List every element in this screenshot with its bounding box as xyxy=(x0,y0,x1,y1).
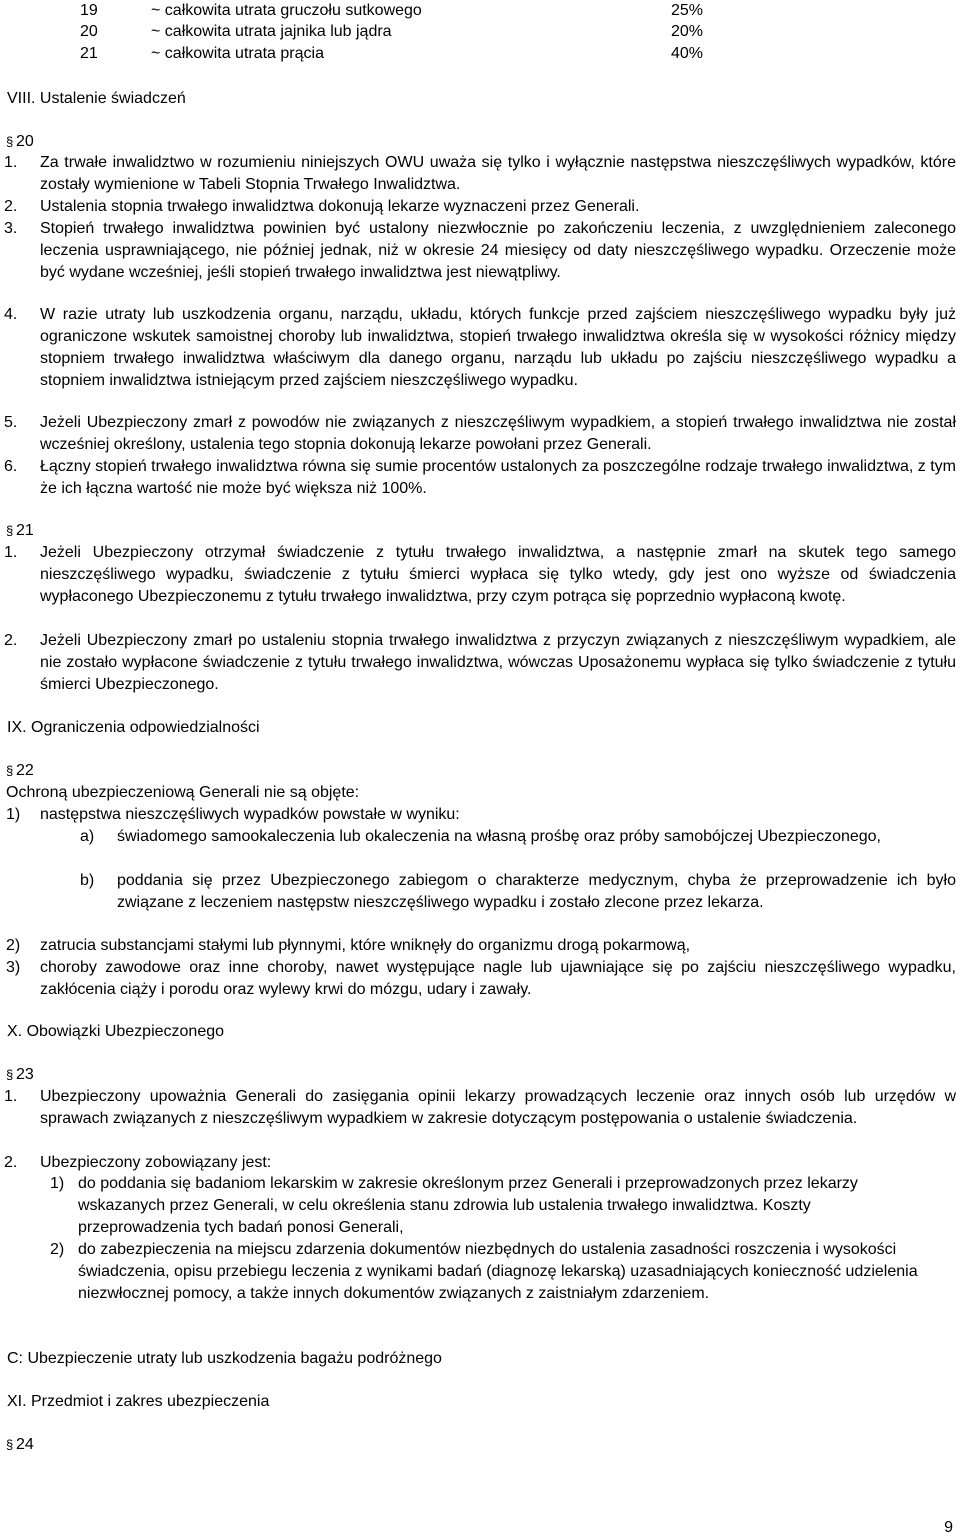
paragraph-symbol xyxy=(6,1064,34,1086)
item-text: Ubezpieczony upoważnia Generali do zasięgania opinii lekarzy prowadzących leczenie oraz innych osób lub urzędów w sprawach związanych z nieszczęśliwym wypadkiem w zakresie dotyczącym postępowania o ustalenie świadczenia. xyxy=(40,1088,956,1127)
item-number: 6. xyxy=(4,458,18,475)
paragraph-number: 22 xyxy=(16,762,34,779)
item-text: Stopień trwałego inwalidztwa powinien być ustalony niezwłocznie po zakończeniu leczenia, z uwzględnieniem zaleconego leczenia usprawniającego, nie później jednak, niż w okresie 24 miesięcy od daty nieszczęśliwego wypadku. Orzeczenie może być wydane wcześniej, jeśli stopień trwałego inwalidztwa jest niewątpliwy. xyxy=(40,220,956,281)
row-percent: 25% xyxy=(671,2,704,19)
item-text: Ubezpieczony zobowiązany jest: xyxy=(40,1154,272,1171)
item-text: następstwa nieszczęśliwych wypadków powstałe w wyniku: xyxy=(40,806,460,823)
row-description: ~ całkowita utrata jajnika lub jądra xyxy=(151,23,392,40)
section-heading: VIII. Ustalenie świadczeń xyxy=(7,90,186,107)
table-row xyxy=(0,0,960,22)
table-row xyxy=(0,21,960,43)
section-heading: X. Obowiązki Ubezpieczonego xyxy=(7,1023,225,1040)
item-number: a) xyxy=(80,828,95,845)
row-number: 21 xyxy=(80,45,98,62)
section-sign-icon: § xyxy=(6,763,14,778)
item-number: 2. xyxy=(4,198,18,215)
item-number: 5. xyxy=(4,414,18,431)
item-number: 2. xyxy=(4,1154,18,1171)
item-number: 2) xyxy=(50,1241,65,1258)
item-text: świadomego samookaleczenia lub okaleczenia na własną prośbę oraz próby samobójczej Ubezpieczonego, xyxy=(117,828,881,845)
paragraph-number: 23 xyxy=(16,1066,34,1083)
paragraph-number: 21 xyxy=(16,522,34,539)
item-text: do zabezpieczenia na miejscu zdarzenia dokumentów niezbędnych do ustalenia zasadności roszczenia i wysokości świadczenia, opisu przebiegu leczenia z wynikami badań (diagnozę lekarską) uzasadniających konieczność udzielenia niezwłocznej pomocy, a także innych dokumentów związanych z zaistniałym zdarzeniem. xyxy=(78,1241,918,1302)
row-percent: 40% xyxy=(671,45,704,62)
paragraph-number: 24 xyxy=(16,1436,34,1453)
item-text: Jeżeli Ubezpieczony zmarł z powodów nie związanych z nieszczęśliwym wypadkiem, a stopień trwałego inwalidztwa nie został wcześniej określony, ustalenia tego stopnia dokonują lekarze powołani przez Generali. xyxy=(40,414,956,453)
row-number: 20 xyxy=(80,23,98,40)
intro-text: Ochroną ubezpieczeniową Generali nie są objęte: xyxy=(6,784,360,801)
section-heading: IX. Ograniczenia odpowiedzialności xyxy=(7,719,260,736)
table-row xyxy=(0,43,960,65)
section-heading: XI. Przedmiot i zakres ubezpieczenia xyxy=(7,1393,270,1410)
paragraph-symbol xyxy=(6,520,34,542)
section-sign-icon: § xyxy=(6,1437,14,1452)
item-text: Ustalenia stopnia trwałego inwalidztwa dokonują lekarze wyznaczeni przez Generali. xyxy=(40,198,640,215)
item-text: choroby zawodowe oraz inne choroby, nawet występujące nagle lub ujawniające się po zajściu nieszczęśliwego wypadku, zakłócenia ciąży i porodu oraz wylewy krwi do mózgu, udary i zawały. xyxy=(40,959,956,998)
item-text: Łączny stopień trwałego inwalidztwa równa się sumie procentów ustalonych za poszczególne rodzaje trwałego inwalidztwa, z tym że ich łączna wartość nie może być większa niż 100%. xyxy=(40,458,957,497)
row-percent: 20% xyxy=(671,23,704,40)
page-number: 9 xyxy=(944,1519,953,1536)
section-sign-icon: § xyxy=(6,1067,14,1082)
paragraph-number: 20 xyxy=(16,133,34,150)
row-number: 19 xyxy=(80,2,98,19)
item-number: 1. xyxy=(4,1088,18,1105)
item-text: Jeżeli Ubezpieczony zmarł po ustaleniu stopnia trwałego inwalidztwa z przyczyn związanych z nieszczęśliwym wypadkiem, ale nie zostało wypłacone świadczenie z tytułu trwałego inwalidztwa, wówczas Uposażonemu wypłaca się tylko świadczenie z tytułu śmierci Ubezpieczonego. xyxy=(40,632,956,693)
item-number: 1. xyxy=(4,154,18,171)
paragraph-symbol xyxy=(6,1434,34,1456)
section-sign-icon: § xyxy=(6,134,14,149)
item-text: do poddania się badaniom lekarskim w zakresie określonym przez Generali i przeprowadzonych przez lekarzy wskazanych przez Generali, w celu określenia stanu zdrowia lub ustalenia trwałego inwalidztwa. Koszty przeprowadzenia tych badań ponosi Generali, xyxy=(78,1175,858,1236)
item-text: Za trwałe inwalidztwo w rozumieniu niniejszych OWU uważa się tylko i wyłącznie następstwa nieszczęśliwych wypadków, które zostały wymienione w Tabeli Stopnia Trwałego Inwalidztwa. xyxy=(40,154,956,193)
item-text: W razie utraty lub uszkodzenia organu, narządu, układu, których funkcje przed zajściem nieszczęśliwego wypadku były już ograniczone wskutek samoistnej choroby lub inwalidztwa, stopień trwałego inwalidztwa określa się w wysokości różnicy między stopniem trwałego inwalidztwa właściwym dla danego organu, narządu lub układu po zajściu nieszczęśliwego wypadku a stopniem inwalidztwa istniejącym przed zajściem nieszczęśliwego wypadku. xyxy=(40,306,956,389)
item-number: 1) xyxy=(50,1175,65,1192)
item-number: 4. xyxy=(4,306,18,323)
item-number: 2) xyxy=(6,937,21,954)
item-text: Jeżeli Ubezpieczony otrzymał świadczenie z tytułu trwałego inwalidztwa, a następnie zmarł na skutek tego samego nieszczęśliwego wypadku, świadczenie z tytułu śmierci wypłaca się tylko wtedy, gdy jest ono wyższe od świadczenia wypłaconego Ubezpieczonemu z tytułu trwałego inwalidztwa, przy czym potrąca się poprzednio wypłaconą kwotę. xyxy=(40,544,956,605)
item-number: 3) xyxy=(6,959,21,976)
section-sign-icon: § xyxy=(6,523,14,538)
paragraph-symbol xyxy=(6,760,34,782)
section-heading: C: Ubezpieczenie utraty lub uszkodzenia bagażu podróżnego xyxy=(7,1350,442,1367)
item-text: poddania się przez Ubezpieczonego zabiegom o charakterze medycznym, chyba że przeprowadzenie ich było związane z leczeniem następstw nieszczęśliwego wypadku i zostało zlecone przez lekarza. xyxy=(117,872,956,911)
item-number: 3. xyxy=(4,220,18,237)
row-description: ~ całkowita utrata prącia xyxy=(151,45,324,62)
item-text: zatrucia substancjami stałymi lub płynnymi, które wniknęły do organizmu drogą pokarmową, xyxy=(40,937,691,954)
item-number: b) xyxy=(80,872,95,889)
row-description: ~ całkowita utrata gruczołu sutkowego xyxy=(151,2,422,19)
paragraph-symbol xyxy=(6,131,34,153)
item-number: 2. xyxy=(4,632,18,649)
item-number: 1. xyxy=(4,544,18,561)
item-number: 1) xyxy=(6,806,21,823)
